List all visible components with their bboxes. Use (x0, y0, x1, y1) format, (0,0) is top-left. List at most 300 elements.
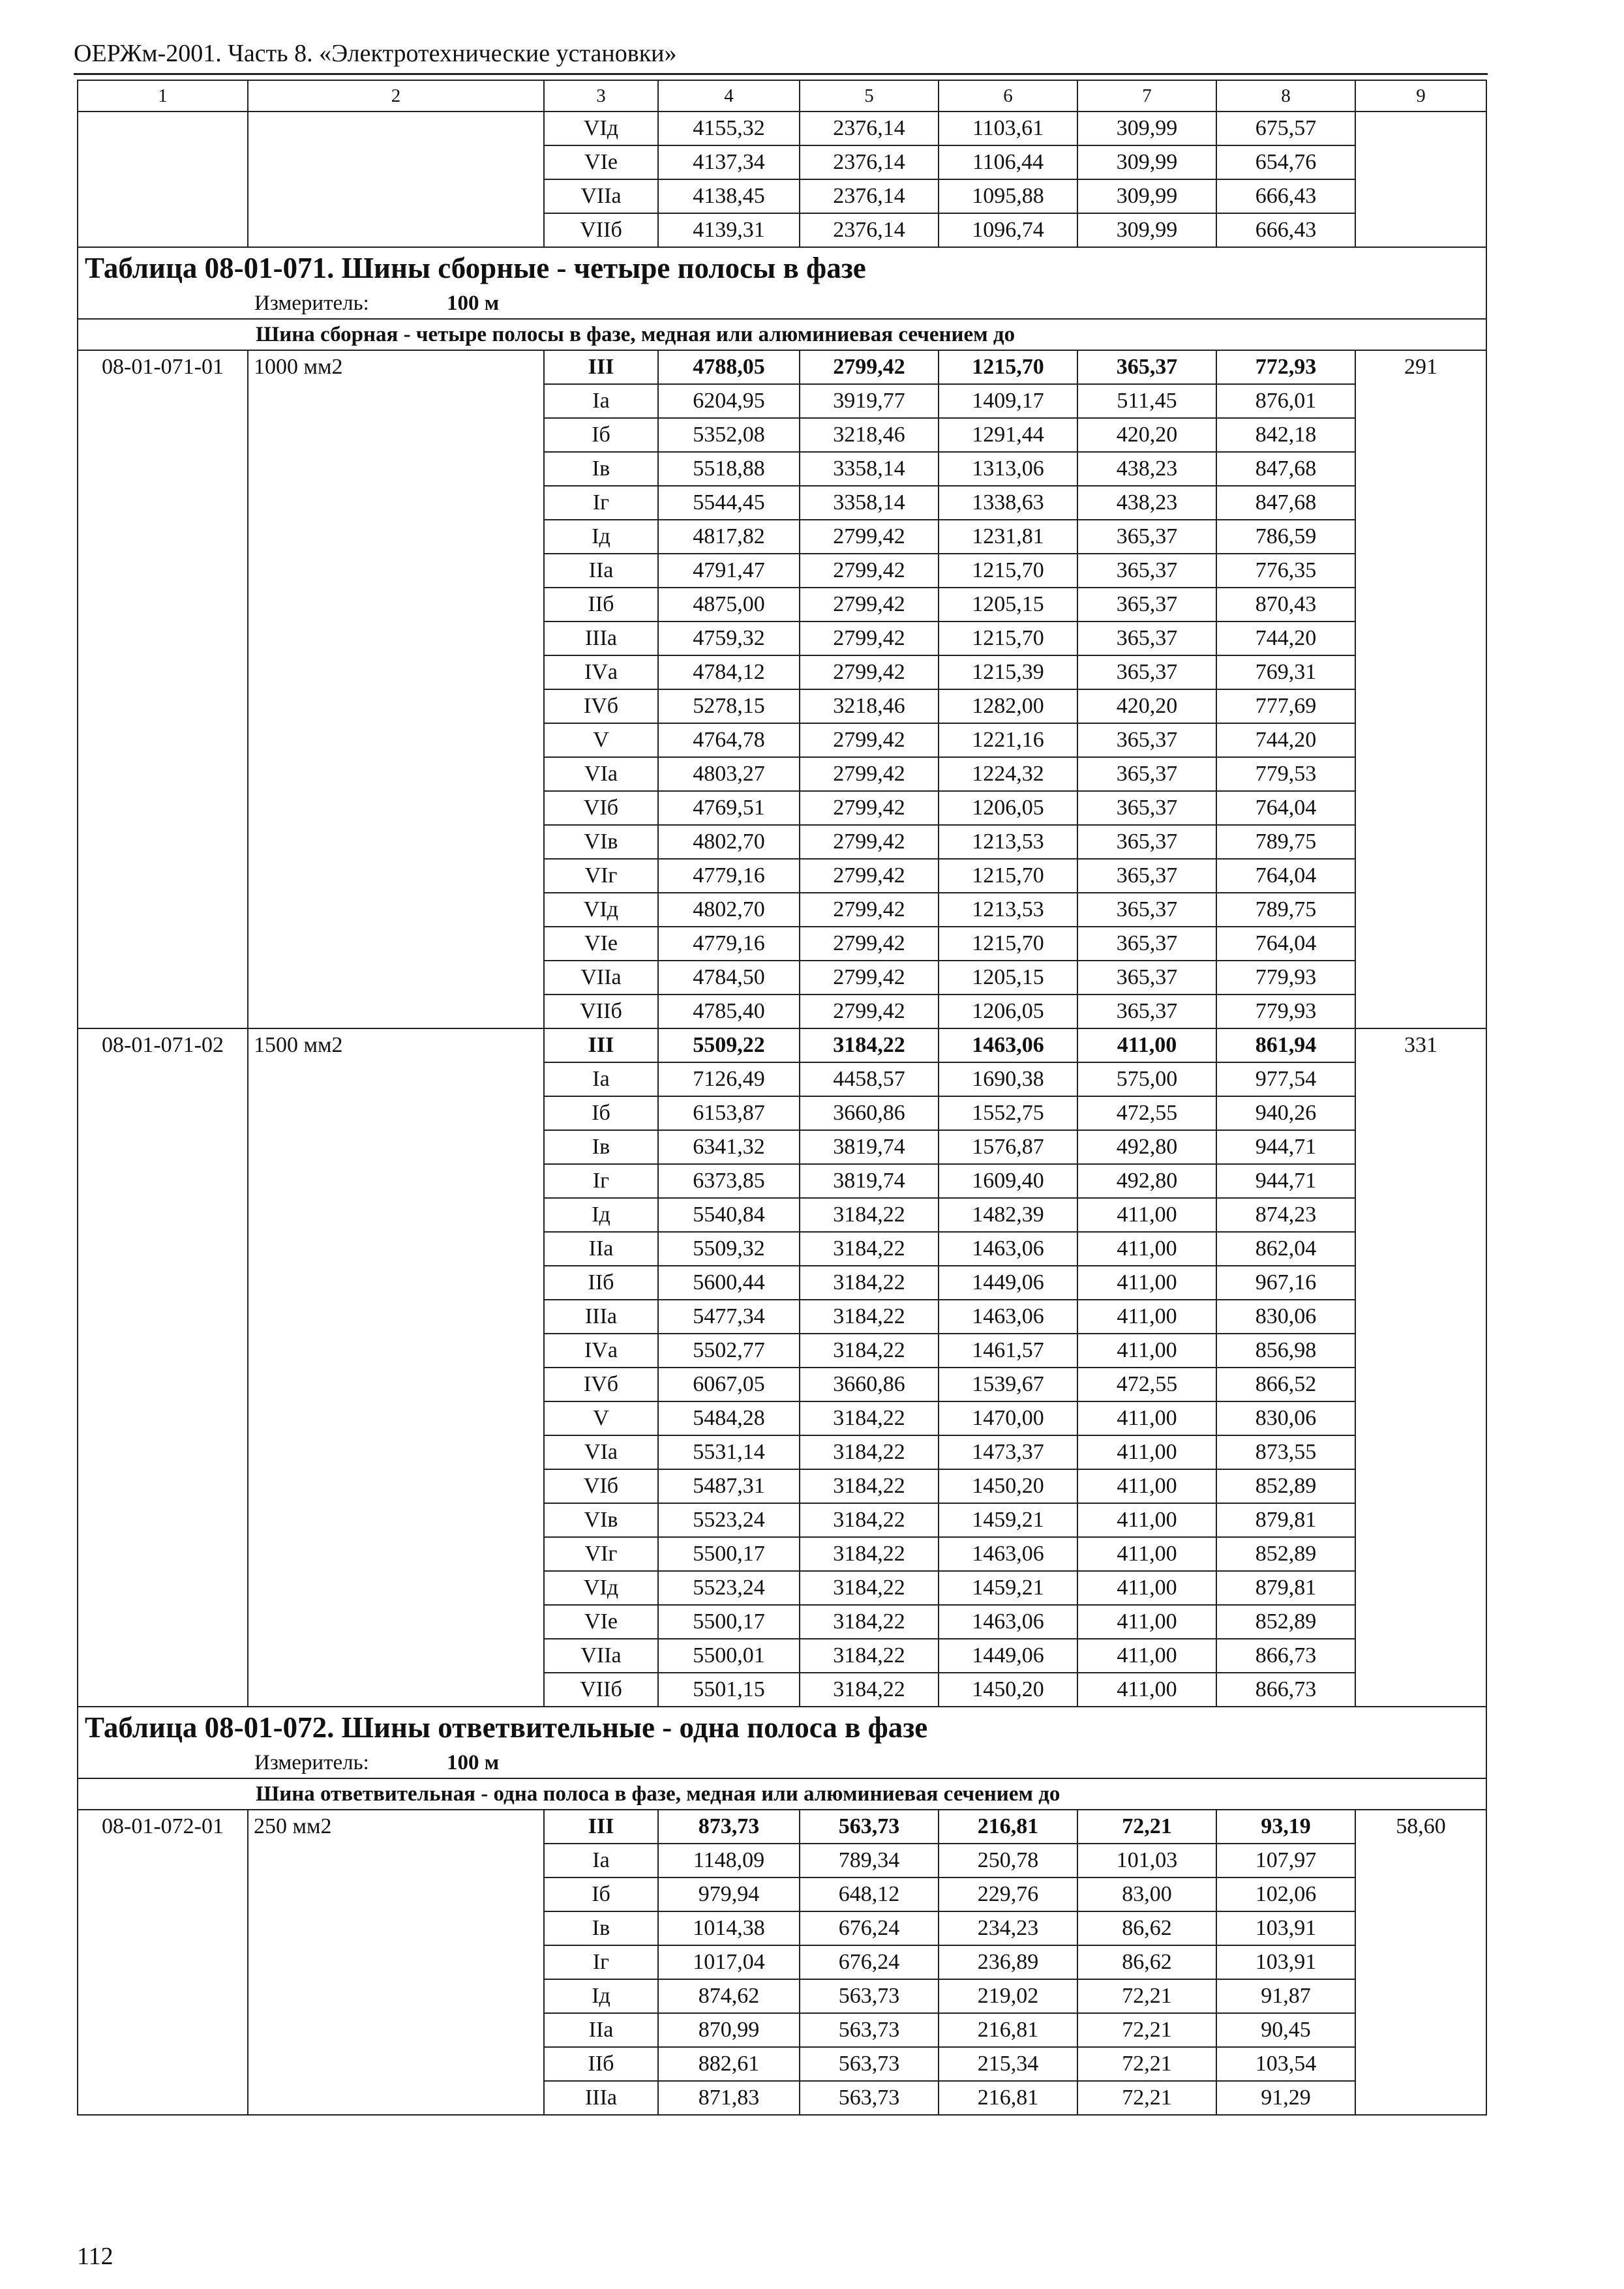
zone-code: Iв (544, 1911, 658, 1945)
zone-code: VIг (544, 859, 658, 893)
zone-code: Iг (544, 1164, 658, 1198)
value-cell: 1473,37 (939, 1435, 1077, 1469)
value-cell: 1213,53 (939, 825, 1077, 859)
value-cell: 1449,06 (939, 1639, 1077, 1673)
value-cell: 365,37 (1077, 655, 1216, 689)
zone-code: III (544, 1028, 658, 1062)
zone-code: V (544, 723, 658, 757)
value-cell: 847,68 (1216, 452, 1355, 486)
value-cell: 1215,70 (939, 621, 1077, 655)
value-cell: 4803,27 (658, 757, 800, 791)
value-cell: 563,73 (800, 2013, 939, 2047)
value-cell: 1449,06 (939, 1266, 1077, 1300)
value-cell: 472,55 (1077, 1368, 1216, 1401)
zone-code: VIд (544, 112, 658, 145)
zone-code: VIIа (544, 961, 658, 995)
value-cell: 1313,06 (939, 452, 1077, 486)
value-cell: 6341,32 (658, 1130, 800, 1164)
value-cell: 411,00 (1077, 1232, 1216, 1266)
value-cell: 4759,32 (658, 621, 800, 655)
value-cell: 862,04 (1216, 1232, 1355, 1266)
value-cell: 764,04 (1216, 791, 1355, 825)
value-cell: 2799,42 (800, 893, 939, 927)
table-title-row (78, 1707, 1486, 1748)
value-cell: 1215,70 (939, 859, 1077, 893)
zone-code: IIIа (544, 621, 658, 655)
value-cell: 309,99 (1077, 112, 1216, 145)
rate-description: 1000 мм2 (248, 350, 544, 1028)
measure-value: 100 м (447, 1750, 500, 1774)
value-cell: 6153,87 (658, 1096, 800, 1130)
zone-code: IIа (544, 2013, 658, 2047)
value-cell: 977,54 (1216, 1062, 1355, 1096)
table-row (78, 350, 1486, 384)
zone-code: Iб (544, 1096, 658, 1130)
value-cell: 3184,22 (800, 1198, 939, 1232)
value-cell: 3218,46 (800, 689, 939, 723)
column-number-row (78, 80, 1486, 112)
value-cell: 3819,74 (800, 1164, 939, 1198)
zone-code: IIб (544, 588, 658, 621)
zone-code: VIв (544, 825, 658, 859)
value-cell: 234,23 (939, 1911, 1077, 1945)
value-cell: 438,23 (1077, 486, 1216, 520)
value-cell: 764,04 (1216, 927, 1355, 961)
rate-code (78, 112, 248, 247)
value-cell: 4817,82 (658, 520, 800, 554)
column-number: 7 (1077, 80, 1216, 112)
table-title-row (78, 247, 1486, 288)
value-cell: 2376,14 (800, 179, 939, 213)
value-cell: 866,73 (1216, 1639, 1355, 1673)
value-cell: 3184,22 (800, 1469, 939, 1503)
value-cell: 107,97 (1216, 1844, 1355, 1878)
value-cell: 789,75 (1216, 825, 1355, 859)
zone-code: IIIа (544, 1300, 658, 1334)
value-cell: 777,69 (1216, 689, 1355, 723)
value-cell: 3358,14 (800, 452, 939, 486)
zone-code: VIб (544, 1469, 658, 1503)
value-cell: 411,00 (1077, 1028, 1216, 1062)
value-cell: 789,75 (1216, 893, 1355, 927)
value-cell: 830,06 (1216, 1300, 1355, 1334)
value-cell: 216,81 (939, 2013, 1077, 2047)
value-cell: 103,91 (1216, 1945, 1355, 1979)
zone-code: VIIа (544, 179, 658, 213)
value-cell: 72,21 (1077, 2081, 1216, 2115)
value-cell: 676,24 (800, 1945, 939, 1979)
value-cell: 365,37 (1077, 927, 1216, 961)
value-cell: 2376,14 (800, 112, 939, 145)
section-heading-row (78, 319, 1486, 350)
value-cell: 779,53 (1216, 757, 1355, 791)
value-cell: 1463,06 (939, 1300, 1077, 1334)
section-heading-row (78, 1778, 1486, 1810)
value-cell: 847,68 (1216, 486, 1355, 520)
value-cell: 5278,15 (658, 689, 800, 723)
value-cell: 563,73 (800, 2081, 939, 2115)
zone-code: Iд (544, 1198, 658, 1232)
value-cell: 1459,21 (939, 1503, 1077, 1537)
value-cell: 1206,05 (939, 995, 1077, 1028)
rate-description: 250 мм2 (248, 1810, 544, 2115)
value-cell: 1148,09 (658, 1844, 800, 1878)
value-cell: 365,37 (1077, 621, 1216, 655)
rate-description: 1500 мм2 (248, 1028, 544, 1707)
value-cell: 4802,70 (658, 825, 800, 859)
value-cell: 3184,22 (800, 1605, 939, 1639)
value-cell: 2376,14 (800, 145, 939, 179)
value-cell: 216,81 (939, 1810, 1077, 1844)
value-cell: 1224,32 (939, 757, 1077, 791)
value-cell: 3919,77 (800, 384, 939, 418)
value-cell: 4138,45 (658, 179, 800, 213)
value-cell: 2799,42 (800, 723, 939, 757)
value-cell: 967,16 (1216, 1266, 1355, 1300)
value-cell: 1017,04 (658, 1945, 800, 1979)
value-cell: 2799,42 (800, 791, 939, 825)
zone-code: IVа (544, 1334, 658, 1368)
value-cell: 3184,22 (800, 1266, 939, 1300)
value-cell: 4769,51 (658, 791, 800, 825)
value-cell: 2799,42 (800, 350, 939, 384)
value-cell: 411,00 (1077, 1537, 1216, 1571)
value-cell: 776,35 (1216, 554, 1355, 588)
zone-code: Iв (544, 452, 658, 486)
value-cell: 830,06 (1216, 1401, 1355, 1435)
value-cell: 511,45 (1077, 384, 1216, 418)
measure-row (78, 1748, 1486, 1778)
value-cell: 842,18 (1216, 418, 1355, 452)
value-cell: 874,23 (1216, 1198, 1355, 1232)
value-cell: 5500,01 (658, 1639, 800, 1673)
value-cell: 3660,86 (800, 1096, 939, 1130)
value-cell: 2799,42 (800, 757, 939, 791)
value-cell: 876,01 (1216, 384, 1355, 418)
value-cell: 365,37 (1077, 723, 1216, 757)
value-cell: 1482,39 (939, 1198, 1077, 1232)
value-cell: 870,43 (1216, 588, 1355, 621)
zone-code: VIIб (544, 1673, 658, 1707)
value-cell: 1609,40 (939, 1164, 1077, 1198)
rate-description (248, 112, 544, 247)
value-cell: 563,73 (800, 2047, 939, 2081)
value-cell: 3184,22 (800, 1503, 939, 1537)
value-cell: 5509,32 (658, 1232, 800, 1266)
value-cell: 5352,08 (658, 418, 800, 452)
value-cell: 93,19 (1216, 1810, 1355, 1844)
value-cell: 944,71 (1216, 1164, 1355, 1198)
value-cell: 5484,28 (658, 1401, 800, 1435)
zone-code: VIIа (544, 1639, 658, 1673)
value-cell: 411,00 (1077, 1401, 1216, 1435)
value-cell: 5523,24 (658, 1571, 800, 1605)
value-cell: 1095,88 (939, 179, 1077, 213)
value-cell: 5501,15 (658, 1673, 800, 1707)
value-cell: 4137,34 (658, 145, 800, 179)
column-number: 5 (800, 80, 939, 112)
zone-code: IIа (544, 1232, 658, 1266)
value-cell: 90,45 (1216, 2013, 1355, 2047)
value-cell: 1470,00 (939, 1401, 1077, 1435)
value-cell: 1215,70 (939, 554, 1077, 588)
value-cell: 86,62 (1077, 1911, 1216, 1945)
value-cell: 944,71 (1216, 1130, 1355, 1164)
table-title: Таблица 08-01-072. Шины ответвительные - одна полоса в фазе (78, 1707, 1486, 1748)
value-cell: 3819,74 (800, 1130, 939, 1164)
value-cell: 1206,05 (939, 791, 1077, 825)
value-cell: 1205,15 (939, 588, 1077, 621)
column-number: 2 (248, 80, 544, 112)
value-cell: 1215,39 (939, 655, 1077, 689)
value-cell: 4791,47 (658, 554, 800, 588)
value-cell: 365,37 (1077, 995, 1216, 1028)
measure-cell (78, 1748, 1486, 1778)
value-cell: 1231,81 (939, 520, 1077, 554)
value-cell: 365,37 (1077, 825, 1216, 859)
value-cell: 472,55 (1077, 1096, 1216, 1130)
value-cell: 1450,20 (939, 1469, 1077, 1503)
zone-code: IIа (544, 554, 658, 588)
value-cell: 5487,31 (658, 1469, 800, 1503)
zone-code: V (544, 1401, 658, 1435)
value-cell: 866,73 (1216, 1673, 1355, 1707)
page-number: 112 (77, 2243, 113, 2270)
value-cell: 411,00 (1077, 1639, 1216, 1673)
value-cell: 1014,38 (658, 1911, 800, 1945)
value-cell: 1213,53 (939, 893, 1077, 927)
value-cell: 411,00 (1077, 1300, 1216, 1334)
zone-code: IIб (544, 1266, 658, 1300)
value-cell: 675,57 (1216, 112, 1355, 145)
value-cell: 229,76 (939, 1878, 1077, 1911)
zone-code: VIд (544, 1571, 658, 1605)
section-heading: Шина ответвительная - одна полоса в фазе, медная или алюминиевая сечением до (78, 1778, 1486, 1810)
value-cell: 215,34 (939, 2047, 1077, 2081)
value-cell: 2799,42 (800, 927, 939, 961)
value-cell: 1576,87 (939, 1130, 1077, 1164)
value-cell: 5477,34 (658, 1300, 800, 1334)
value-cell: 411,00 (1077, 1605, 1216, 1639)
value-cell: 72,21 (1077, 2047, 1216, 2081)
zone-code: IVа (544, 655, 658, 689)
value-cell: 1291,44 (939, 418, 1077, 452)
value-cell: 309,99 (1077, 179, 1216, 213)
zone-code: VIб (544, 791, 658, 825)
value-cell: 563,73 (800, 1979, 939, 2013)
value-cell: 563,73 (800, 1810, 939, 1844)
value-cell: 411,00 (1077, 1198, 1216, 1232)
value-cell: 2799,42 (800, 520, 939, 554)
value-cell: 2799,42 (800, 554, 939, 588)
measure-value: 100 м (447, 291, 500, 315)
zone-code: Iа (544, 1062, 658, 1096)
value-cell: 250,78 (939, 1844, 1077, 1878)
value-cell: 3184,22 (800, 1673, 939, 1707)
zone-code: Iв (544, 1130, 658, 1164)
value-cell: 83,00 (1077, 1878, 1216, 1911)
value-cell: 3184,22 (800, 1028, 939, 1062)
header-rule (74, 73, 1488, 75)
value-cell: 236,89 (939, 1945, 1077, 1979)
value-cell: 852,89 (1216, 1537, 1355, 1571)
value-cell: 2799,42 (800, 995, 939, 1028)
value-cell: 874,62 (658, 1979, 800, 2013)
value-cell: 2376,14 (800, 213, 939, 247)
value-cell: 861,94 (1216, 1028, 1355, 1062)
zone-code: Iа (544, 384, 658, 418)
column-number: 6 (939, 80, 1077, 112)
value-cell: 744,20 (1216, 621, 1355, 655)
value-cell: 1106,44 (939, 145, 1077, 179)
value-cell: 365,37 (1077, 588, 1216, 621)
zone-code: VIд (544, 893, 658, 927)
rate-code: 08-01-071-02 (78, 1028, 248, 1707)
value-cell: 6373,85 (658, 1164, 800, 1198)
value-cell: 4764,78 (658, 723, 800, 757)
value-cell: 3660,86 (800, 1368, 939, 1401)
value-cell: 5518,88 (658, 452, 800, 486)
value-cell: 940,26 (1216, 1096, 1355, 1130)
value-cell: 411,00 (1077, 1334, 1216, 1368)
value-cell: 103,54 (1216, 2047, 1355, 2081)
value-cell: 365,37 (1077, 350, 1216, 384)
measure-label: Измеритель: (254, 291, 369, 315)
value-cell: 365,37 (1077, 893, 1216, 927)
unit-value: 58,60 (1355, 1810, 1486, 2115)
value-cell: 1463,06 (939, 1537, 1077, 1571)
value-cell: 5509,22 (658, 1028, 800, 1062)
value-cell: 72,21 (1077, 2013, 1216, 2047)
value-cell: 91,29 (1216, 2081, 1355, 2115)
value-cell: 873,55 (1216, 1435, 1355, 1469)
value-cell: 4788,05 (658, 350, 800, 384)
value-cell: 1409,17 (939, 384, 1077, 418)
value-cell: 2799,42 (800, 825, 939, 859)
value-cell: 3358,14 (800, 486, 939, 520)
value-cell: 1539,67 (939, 1368, 1077, 1401)
value-cell: 411,00 (1077, 1469, 1216, 1503)
table-row (78, 1028, 1486, 1062)
value-cell: 411,00 (1077, 1673, 1216, 1707)
value-cell: 870,99 (658, 2013, 800, 2047)
value-cell: 676,24 (800, 1911, 939, 1945)
value-cell: 779,93 (1216, 995, 1355, 1028)
value-cell: 871,83 (658, 2081, 800, 2115)
rate-code: 08-01-071-01 (78, 350, 248, 1028)
value-cell: 3184,22 (800, 1334, 939, 1368)
value-cell: 1461,57 (939, 1334, 1077, 1368)
value-cell: 103,91 (1216, 1911, 1355, 1945)
value-cell: 4155,32 (658, 112, 800, 145)
value-cell: 1463,06 (939, 1232, 1077, 1266)
value-cell: 3184,22 (800, 1639, 939, 1673)
value-cell: 3184,22 (800, 1401, 939, 1435)
value-cell: 1690,38 (939, 1062, 1077, 1096)
value-cell: 4802,70 (658, 893, 800, 927)
value-cell: 575,00 (1077, 1062, 1216, 1096)
value-cell: 1282,00 (939, 689, 1077, 723)
value-cell: 4784,50 (658, 961, 800, 995)
value-cell: 5500,17 (658, 1537, 800, 1571)
unit-value (1355, 112, 1486, 247)
value-cell: 873,73 (658, 1810, 800, 1844)
value-cell: 654,76 (1216, 145, 1355, 179)
value-cell: 852,89 (1216, 1469, 1355, 1503)
value-cell: 2799,42 (800, 859, 939, 893)
value-cell: 1552,75 (939, 1096, 1077, 1130)
value-cell: 4458,57 (800, 1062, 939, 1096)
value-cell: 492,80 (1077, 1130, 1216, 1164)
value-cell: 852,89 (1216, 1605, 1355, 1639)
value-cell: 5500,17 (658, 1605, 800, 1639)
value-cell: 4779,16 (658, 927, 800, 961)
value-cell: 411,00 (1077, 1435, 1216, 1469)
value-cell: 6067,05 (658, 1368, 800, 1401)
value-cell: 2799,42 (800, 655, 939, 689)
value-cell: 411,00 (1077, 1266, 1216, 1300)
value-cell: 1463,06 (939, 1028, 1077, 1062)
zone-code: Iг (544, 486, 658, 520)
value-cell: 86,62 (1077, 1945, 1216, 1979)
unit-value: 291 (1355, 350, 1486, 1028)
unit-value: 331 (1355, 1028, 1486, 1707)
value-cell: 1205,15 (939, 961, 1077, 995)
column-number: 9 (1355, 80, 1486, 112)
value-cell: 3184,22 (800, 1232, 939, 1266)
value-cell: 91,87 (1216, 1979, 1355, 2013)
zone-code: III (544, 350, 658, 384)
value-cell: 5531,14 (658, 1435, 800, 1469)
zone-code: Iб (544, 418, 658, 452)
value-cell: 4875,00 (658, 588, 800, 621)
value-cell: 492,80 (1077, 1164, 1216, 1198)
value-cell: 365,37 (1077, 757, 1216, 791)
value-cell: 772,93 (1216, 350, 1355, 384)
value-cell: 1103,61 (939, 112, 1077, 145)
value-cell: 5540,84 (658, 1198, 800, 1232)
value-cell: 666,43 (1216, 213, 1355, 247)
zone-code: VIв (544, 1503, 658, 1537)
value-cell: 1215,70 (939, 350, 1077, 384)
column-number: 8 (1216, 80, 1355, 112)
value-cell: 648,12 (800, 1878, 939, 1911)
value-cell: 411,00 (1077, 1503, 1216, 1537)
value-cell: 3184,22 (800, 1537, 939, 1571)
value-cell: 5544,45 (658, 486, 800, 520)
value-cell: 309,99 (1077, 213, 1216, 247)
value-cell: 666,43 (1216, 179, 1355, 213)
table-row (78, 112, 1486, 145)
measure-row (78, 288, 1486, 319)
value-cell: 856,98 (1216, 1334, 1355, 1368)
value-cell: 411,00 (1077, 1571, 1216, 1605)
value-cell: 7126,49 (658, 1062, 800, 1096)
value-cell: 879,81 (1216, 1503, 1355, 1537)
value-cell: 2799,42 (800, 961, 939, 995)
column-number: 1 (78, 80, 248, 112)
value-cell: 6204,95 (658, 384, 800, 418)
value-cell: 979,94 (658, 1878, 800, 1911)
measure-label: Измеритель: (254, 1750, 369, 1774)
zone-code: Iг (544, 1945, 658, 1979)
value-cell: 72,21 (1077, 1979, 1216, 2013)
value-cell: 365,37 (1077, 791, 1216, 825)
zone-code: IVб (544, 1368, 658, 1401)
value-cell: 3184,22 (800, 1435, 939, 1469)
value-cell: 786,59 (1216, 520, 1355, 554)
zone-code: VIе (544, 1605, 658, 1639)
